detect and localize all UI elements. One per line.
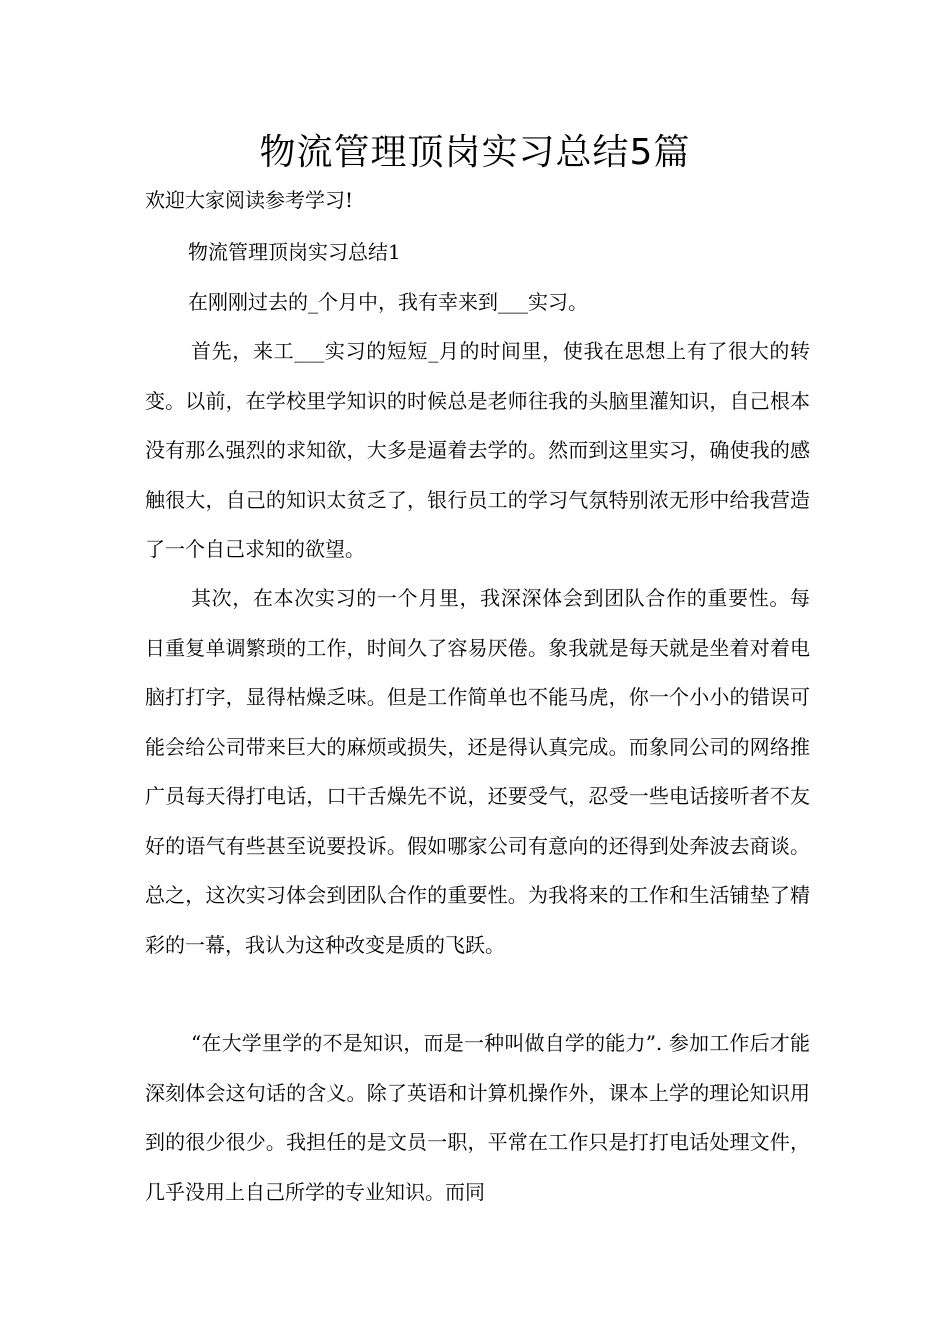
- paragraph: 其次，在本次实习的一个月里，我深深体会到团队合作的重要性。每日重复单调繁琐的工作，时间久了容易厌倦。象我就是每天就是坐着对着电脑打打字，显得枯燥乏味。但是工作简单也不能马虎，你一个小小的错误可能会给公司带来巨大的麻烦或损失，还是得认真完成。而象同公司的网络推广员每天得打电话，口干舌燥先不说，还要受气，忍受一些电话接听者不友好的语气有些甚至说要投诉。假如哪家公司有意向的还得到处奔波去商谈。总之，这次实习体会到团队合作的重要性。为我将来的工作和生活铺垫了精彩的一幕，我认为这种改变是质的飞跃。: [145, 586, 810, 957]
- section-title: 物流管理顶岗实习总结1: [188, 240, 401, 264]
- intro-line: 欢迎大家阅读参考学习!: [145, 188, 354, 212]
- paragraph: “在大学里学的不是知识，而是一种叫做自学的能力”. 参加工作后才能深刻体会这句话的含义。除了英语和计算机操作外，课本上学的理论知识用到的很少很少。我担任的是文员一职，平常在工作只是打打电话处理文件，几乎没用上自己所学的专业知识。而同: [145, 1031, 810, 1204]
- document-title: 物流管理顶岗实习总结5篇: [259, 132, 691, 173]
- opening-sentence: 在刚刚过去的_个月中，我有幸来到___实习。: [188, 290, 588, 314]
- paragraph: 首先，来工___实习的短短_月的时间里，使我在思想上有了很大的转变。以前，在学校里学知识的时候总是老师往我的头脑里灌知识，自己根本没有那么强烈的求知欲，大多是逼着去学的。然而到这里实习，确使我的感触很大，自己的知识太贫乏了，银行员工的学习气氛特别浓无形中给我营造了一个自己求知的欲望。: [145, 339, 810, 561]
